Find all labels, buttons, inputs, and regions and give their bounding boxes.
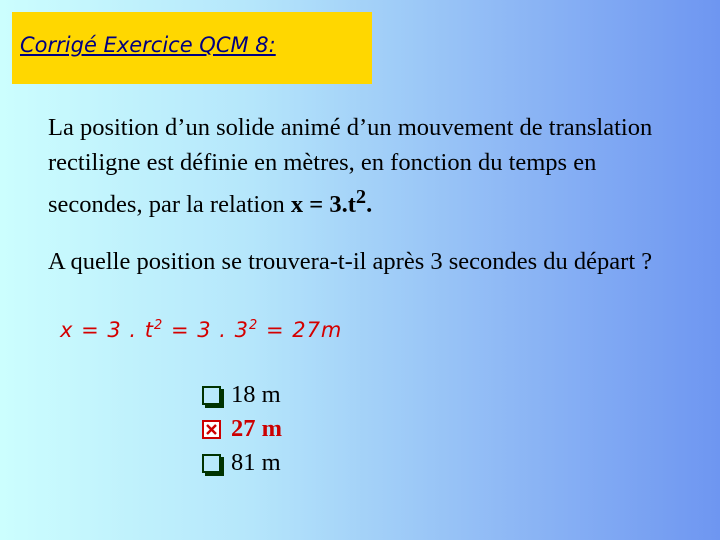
relation-exponent: 2 [355,186,367,208]
choice-label: 27 m [231,415,283,442]
question-text [48,110,688,222]
title-box [12,12,372,84]
page-title: Corrigé Exercice QCM 8: [20,33,276,57]
empty-box-icon[interactable] [202,386,221,405]
relation-end: . [366,191,373,219]
formula-exp-2: 2 [248,318,259,333]
formula-part-3: = 27m [258,318,343,342]
choice-label: 18 m [231,381,281,408]
choice-18m[interactable] [202,378,282,412]
relation [290,186,373,219]
question-intro: La position d’un solide animé d’un mouvement de translation rectiligne est définie en mètres, en fonction du temps en secondes, par la relation [48,114,653,219]
solution-formula [60,318,342,342]
formula-exp-1: 2 [154,318,164,333]
empty-box-icon[interactable] [202,454,221,473]
question-prompt: A quelle position se trouvera-t-il après 3 secondes du départ ? [48,248,653,275]
formula-part-2: = 3 . 3 [163,318,249,342]
relation-base: x = 3.t [290,191,356,219]
choice-81m[interactable] [202,446,282,480]
answer-choices [202,378,282,480]
checked-box-icon[interactable] [202,420,221,439]
choice-label: 81 m [231,449,281,476]
choice-27m[interactable] [202,412,282,446]
formula-part-1: x = 3 . t [60,318,154,342]
